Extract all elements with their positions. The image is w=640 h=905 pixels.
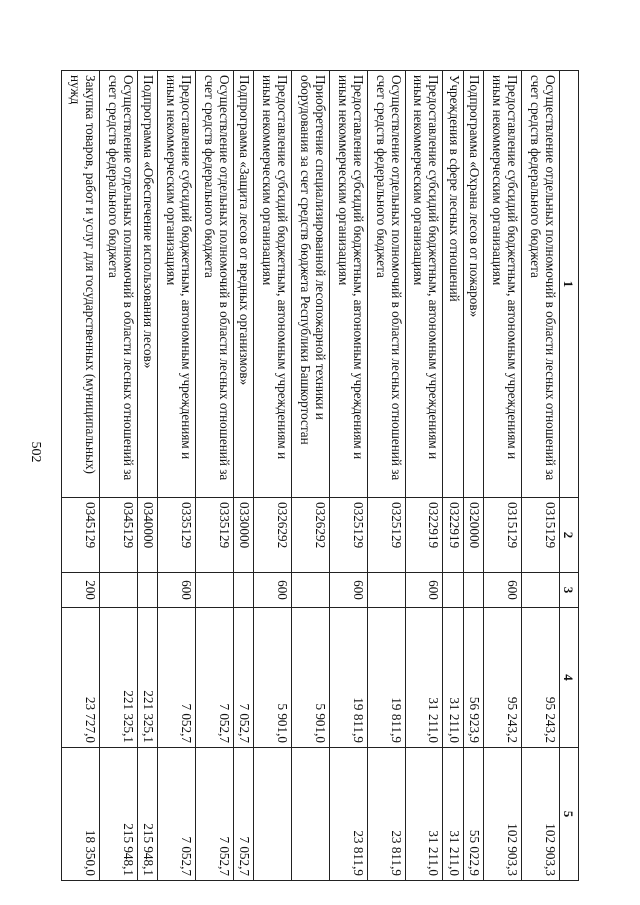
row-value-col5-cell: [292, 748, 330, 881]
row-value-col5-cell: 102 903,3: [484, 748, 522, 881]
row-code-cell: 0335129: [196, 498, 234, 573]
row-value-col5-cell: 7 052,7: [158, 748, 196, 881]
row-value-col4-cell: 7 052,7: [158, 608, 196, 748]
page-number: 502: [28, 441, 43, 463]
row-value-col4-cell: 7 052,7: [196, 608, 234, 748]
row-name-cell: Осуществление отдельных полномочий в области лесных отношений за счет средств федерального бюджета: [99, 71, 137, 498]
row-value-col5-cell: 18 350,0: [62, 748, 100, 881]
row-value-col5-cell: 7 052,7: [233, 748, 254, 881]
row-name-cell: Подпрограмма «Защита лесов от вредных организмов»: [233, 71, 254, 498]
row-type-cell: [367, 573, 405, 608]
row-name-cell: Учреждения в сфере лесных отношений: [443, 71, 464, 498]
row-code-cell: 0322919: [405, 498, 443, 573]
row-code-cell: 0326292: [292, 498, 330, 573]
row-code-cell: 0315129: [522, 498, 560, 573]
row-value-col5-cell: 55 022,9: [463, 748, 484, 881]
rotated-table-container: [61, 70, 579, 880]
row-type-cell: [137, 573, 158, 608]
row-code-cell: 0326292: [254, 498, 292, 573]
row-type-cell: [292, 573, 330, 608]
row-code-cell: 0345129: [62, 498, 100, 573]
table-row: [158, 71, 196, 881]
row-value-col4-cell: 95 243,2: [522, 608, 560, 748]
row-value-col5-cell: 215 948,1: [137, 748, 158, 881]
column-header: 5: [560, 748, 579, 881]
row-code-cell: 0315129: [484, 498, 522, 573]
row-name-cell: Осуществление отдельных полномочий в области лесных отношений за счет средств федерального бюджета: [522, 71, 560, 498]
row-value-col5-cell: 7 052,7: [196, 748, 234, 881]
row-name-cell: Предоставление субсидий бюджетным, автономным учреждениям и иным некоммерческим организациям: [484, 71, 522, 498]
row-code-cell: 0340000: [137, 498, 158, 573]
row-code-cell: 0322919: [443, 498, 464, 573]
row-type-cell: 600: [405, 573, 443, 608]
row-name-cell: Предоставление субсидий бюджетным, автономным учреждениям и иным некоммерческим организациям: [254, 71, 292, 498]
row-value-col5-cell: 31 211,0: [405, 748, 443, 881]
row-type-cell: 200: [62, 573, 100, 608]
table-row: [292, 71, 330, 881]
row-value-col4-cell: 221 325,1: [137, 608, 158, 748]
table-row: [443, 71, 464, 881]
row-value-col4-cell: 19 811,9: [329, 608, 367, 748]
column-header: 1: [560, 71, 579, 498]
row-value-col4-cell: 221 325,1: [99, 608, 137, 748]
row-code-cell: 0335129: [158, 498, 196, 573]
column-header: 4: [560, 608, 579, 748]
row-value-col4-cell: 56 923,9: [463, 608, 484, 748]
row-value-col4-cell: 95 243,2: [484, 608, 522, 748]
row-value-col5-cell: 23 811,9: [367, 748, 405, 881]
row-type-cell: [522, 573, 560, 608]
row-name-cell: Осуществление отдельных полномочий в области лесных отношений за счет средств федерального бюджета: [196, 71, 234, 498]
table-row: [233, 71, 254, 881]
row-value-col5-cell: 102 903,3: [522, 748, 560, 881]
row-name-cell: Осуществление отдельных полномочий в области лесных отношений за счет средств федерального бюджета: [367, 71, 405, 498]
row-type-cell: 600: [254, 573, 292, 608]
row-code-cell: 0325129: [367, 498, 405, 573]
table-row: [329, 71, 367, 881]
row-name-cell: Подпрограмма «Обеспечение использования лесов»: [137, 71, 158, 498]
table-row: [254, 71, 292, 881]
row-name-cell: Предоставление субсидий бюджетным, автономным учреждениям и иным некоммерческим организациям: [329, 71, 367, 498]
table-row: [62, 71, 100, 881]
column-header: 3: [560, 573, 579, 608]
table-row: [405, 71, 443, 881]
row-type-cell: 600: [329, 573, 367, 608]
row-value-col4-cell: 5 901,0: [292, 608, 330, 748]
row-value-col4-cell: 7 052,7: [233, 608, 254, 748]
row-code-cell: 0325129: [329, 498, 367, 573]
row-value-col4-cell: 19 811,9: [367, 608, 405, 748]
row-value-col4-cell: 23 727,0: [62, 608, 100, 748]
row-type-cell: 600: [484, 573, 522, 608]
row-value-col5-cell: 215 948,1: [99, 748, 137, 881]
row-name-cell: Предоставление субсидий бюджетным, автономным учреждениям и иным некоммерческим организациям: [405, 71, 443, 498]
table-row: [463, 71, 484, 881]
row-value-col5-cell: [254, 748, 292, 881]
row-type-cell: [196, 573, 234, 608]
row-value-col5-cell: 31 211,0: [443, 748, 464, 881]
table-row: [196, 71, 234, 881]
table-row: [522, 71, 560, 881]
row-name-cell: Приобретение специализированной лесопожарной техники и оборудования за счет средств бюджета Республики Башкортостан: [292, 71, 330, 498]
row-value-col4-cell: 31 211,0: [443, 608, 464, 748]
row-type-cell: [99, 573, 137, 608]
row-value-col4-cell: 31 211,0: [405, 608, 443, 748]
column-header: 2: [560, 498, 579, 573]
budget-table: [61, 70, 579, 881]
table-row: [484, 71, 522, 881]
row-value-col4-cell: 5 901,0: [254, 608, 292, 748]
table-row: [99, 71, 137, 881]
row-type-cell: 600: [158, 573, 196, 608]
row-name-cell: Закупка товаров, работ и услуг для государственных (муниципальных) нужд: [62, 71, 100, 498]
row-code-cell: 0345129: [99, 498, 137, 573]
row-name-cell: Подпрограмма «Охрана лесов от пожаров»: [463, 71, 484, 498]
row-name-cell: Предоставление субсидий бюджетным, автономным учреждениям и иным некоммерческим организациям: [158, 71, 196, 498]
row-type-cell: [463, 573, 484, 608]
row-type-cell: [443, 573, 464, 608]
row-type-cell: [233, 573, 254, 608]
table-body: [62, 71, 560, 881]
table-row: [367, 71, 405, 881]
table-row: [137, 71, 158, 881]
row-code-cell: 0330000: [233, 498, 254, 573]
row-code-cell: 0320000: [463, 498, 484, 573]
row-value-col5-cell: 23 811,9: [329, 748, 367, 881]
table-header-row: [560, 71, 579, 881]
